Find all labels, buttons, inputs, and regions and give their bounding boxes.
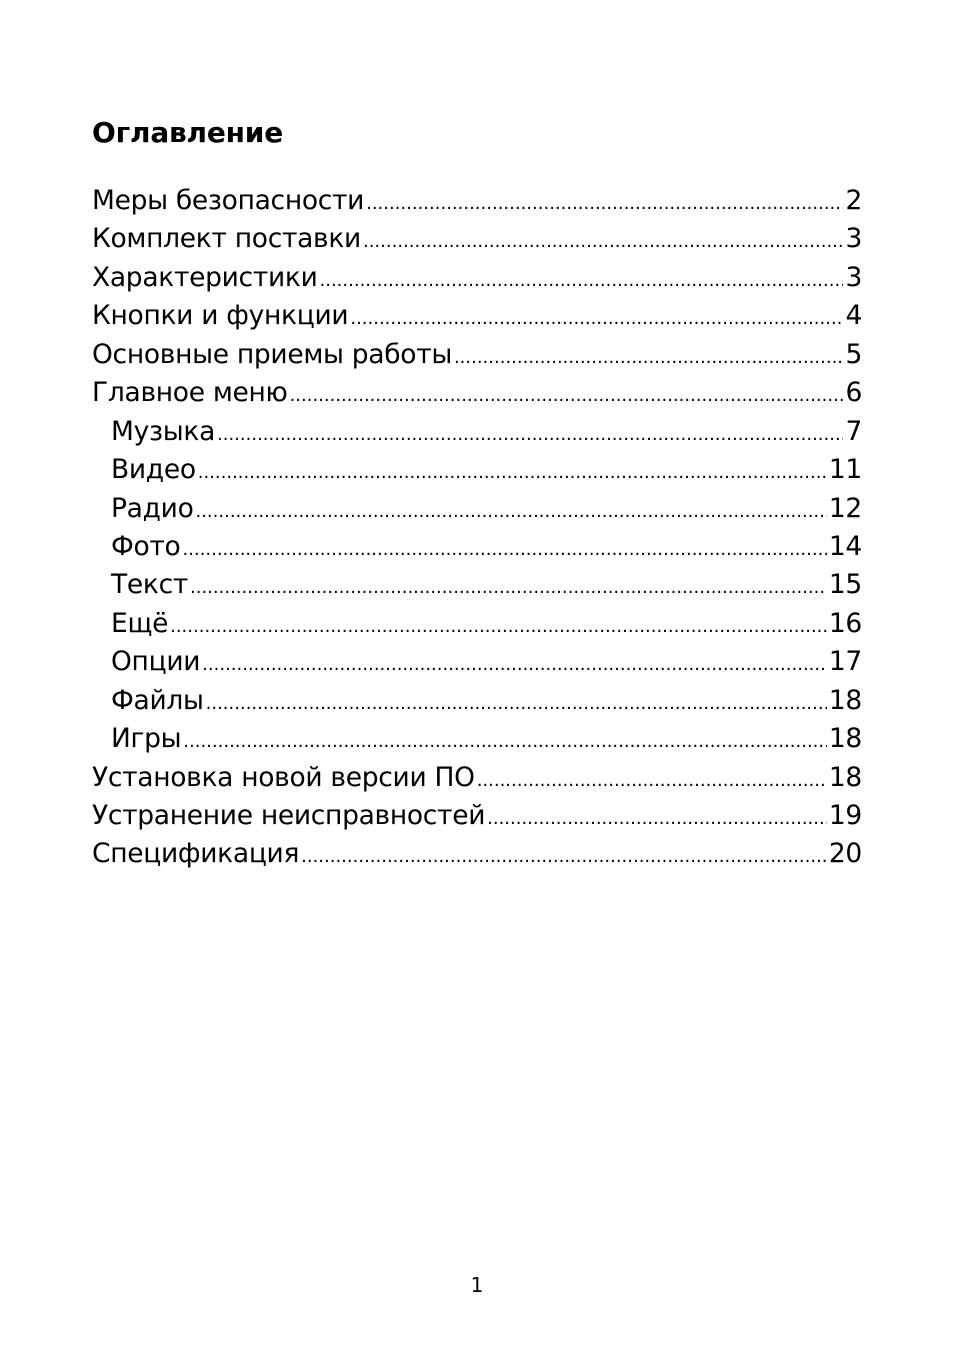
toc-subentry (92, 490, 862, 528)
toc-entry-page: 18 (828, 723, 862, 755)
toc-entry-page: 4 (845, 300, 862, 332)
toc-entry-page: 19 (828, 800, 862, 831)
toc-entry (92, 835, 862, 873)
toc-entry-page: 17 (828, 646, 862, 678)
toc-entry-page: 11 (828, 454, 862, 486)
toc-subentry (92, 643, 862, 681)
toc-entry-page: 2 (845, 185, 862, 216)
toc-entry-label: Основные приемы работы (92, 338, 452, 370)
toc-dot-leader (301, 838, 827, 873)
toc-subentry (92, 413, 862, 451)
toc-dot-leader (320, 262, 844, 297)
toc-dot-leader (217, 416, 843, 451)
toc-entry (92, 259, 862, 297)
toc-subentry (92, 528, 862, 566)
toc-entry-page: 6 (845, 377, 862, 409)
toc-entry-page: 12 (828, 492, 862, 524)
toc-subentry (92, 605, 862, 643)
toc-subentry (92, 682, 862, 720)
toc-dot-leader (170, 608, 827, 643)
toc-dot-leader (195, 493, 826, 528)
toc-subentry (92, 720, 862, 758)
toc-dot-leader (206, 685, 827, 720)
toc-entry-page: 7 (845, 415, 862, 447)
toc-entry-page: 3 (845, 223, 862, 255)
toc-entry-page: 14 (828, 530, 862, 562)
toc-entry-label: Кнопки и функции (92, 300, 349, 332)
toc-entry (92, 297, 862, 335)
toc-entry-label: Видео (111, 454, 196, 486)
toc-entry-page: 18 (828, 684, 862, 716)
toc-subentry (92, 451, 862, 489)
toc-entry-label: Музыка (111, 415, 216, 447)
toc-dot-leader (182, 531, 826, 566)
toc-entry-label: Радио (111, 492, 194, 524)
toc-entry (92, 797, 862, 835)
toc-entry (92, 336, 862, 374)
toc-dot-leader (366, 185, 843, 220)
toc-entry (92, 374, 862, 412)
toc-entry-page: 18 (828, 761, 862, 793)
toc-entry-label: Игры (111, 723, 182, 755)
toc-entry-label: Спецификация (92, 838, 300, 870)
toc-entry-label: Характеристики (92, 261, 318, 293)
toc-list (92, 182, 862, 874)
toc-entry-page: 20 (828, 838, 862, 870)
page-number: 1 (470, 1273, 484, 1297)
toc-entry-page: 3 (845, 261, 862, 293)
toc-entry-label: Текст (111, 569, 189, 601)
toc-dot-leader (198, 454, 827, 489)
toc-entry-label: Ещё (111, 607, 169, 639)
toc-entry (92, 182, 862, 220)
toc-dot-leader (183, 723, 827, 758)
toc-entry-label: Меры безопасности (92, 185, 365, 216)
toc-subentry (92, 566, 862, 604)
toc-entry-label: Установка новой версии ПО (92, 761, 475, 793)
toc-dot-leader (454, 339, 843, 374)
toc-dot-leader (363, 223, 843, 258)
toc-dot-leader (487, 800, 827, 835)
toc-entry-label: Фото (111, 530, 181, 562)
toc-entry-label: Устранение неисправностей (92, 800, 486, 831)
toc-entry-page: 5 (845, 338, 862, 370)
toc-dot-leader (190, 569, 827, 604)
toc-entry-label: Комплект поставки (92, 223, 361, 255)
toc-entry (92, 759, 862, 797)
toc-entry-page: 15 (828, 569, 862, 601)
toc-entry-label: Опции (111, 646, 201, 678)
toc-entry (92, 220, 862, 258)
toc-entry-page: 16 (828, 607, 862, 639)
toc-dot-leader (290, 377, 844, 412)
toc-dot-leader (350, 300, 843, 335)
toc-entry-label: Файлы (111, 684, 204, 716)
toc-title: Оглавление (92, 116, 284, 149)
toc-entry-label: Главное меню (92, 377, 288, 409)
toc-dot-leader (477, 762, 827, 797)
toc-dot-leader (202, 646, 827, 681)
